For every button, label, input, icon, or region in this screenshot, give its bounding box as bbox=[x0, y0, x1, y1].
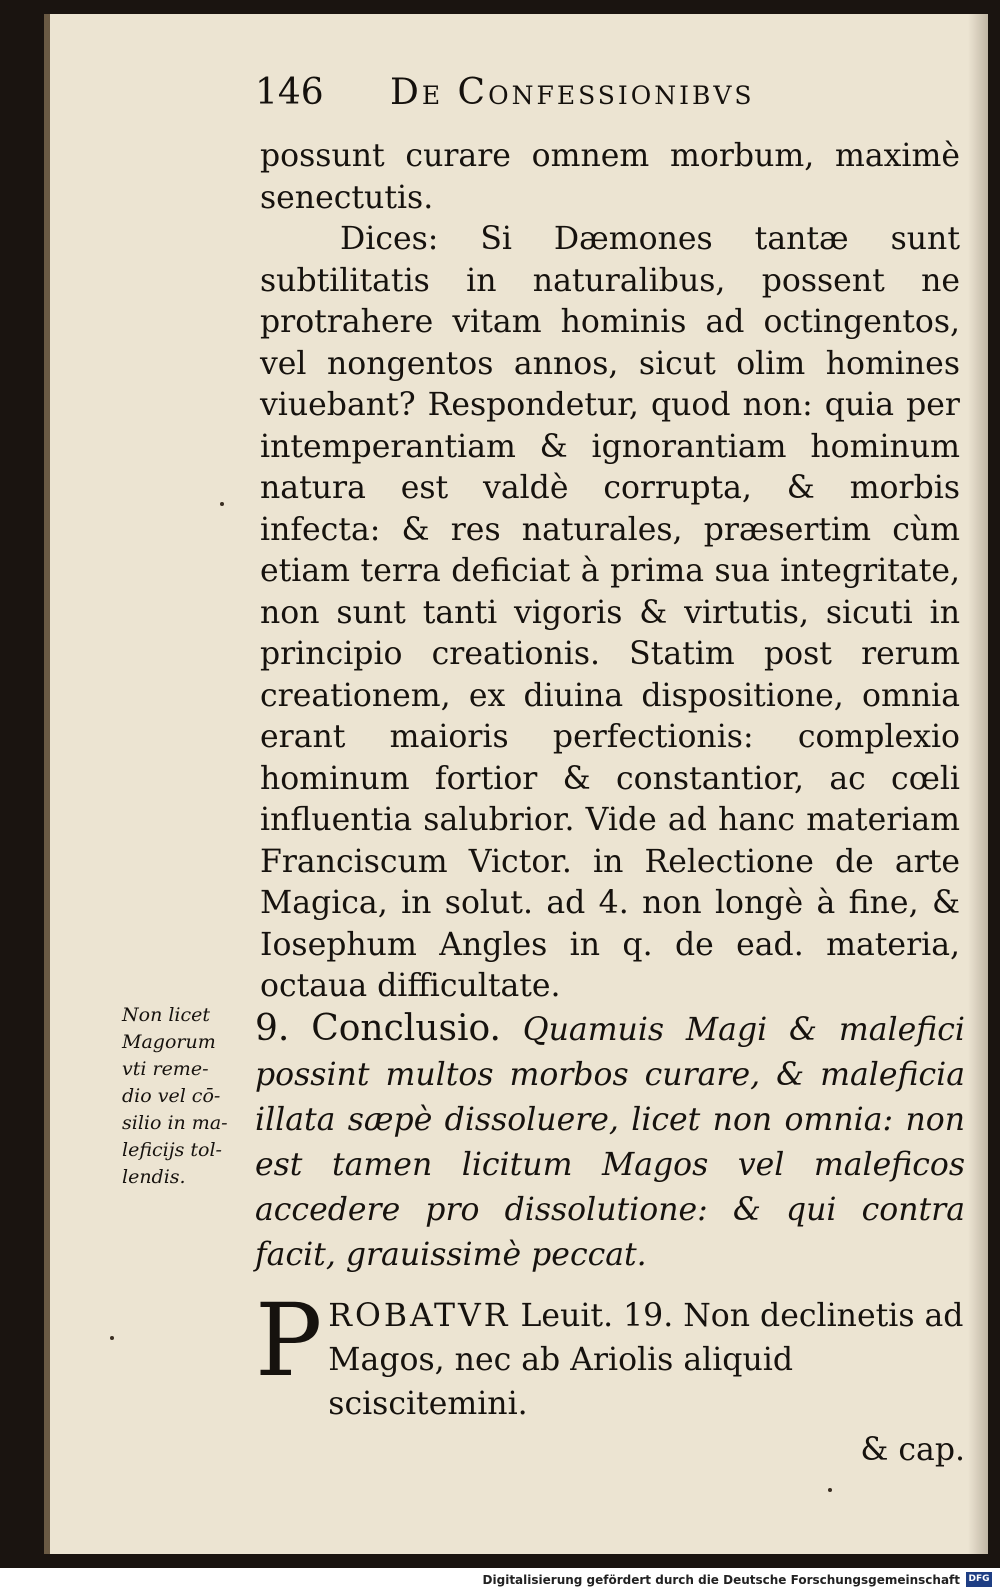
conclusio-text: Quamuis Magi & malefici possint multos morbos curare, & maleficia illata sæpè dissoluere, licet non omnia: non est tamen licitum Magos vel maleficos accedere pro dissolutione: & qui contra facit, grauissimè peccat. bbox=[255, 1012, 966, 1273]
marginal-line: Non licet bbox=[122, 1004, 211, 1026]
main-text bbox=[260, 136, 960, 1008]
catchword: & cap. bbox=[860, 1432, 965, 1468]
page-edge-shadow bbox=[968, 14, 988, 1554]
marginal-line: leficijs tol- bbox=[122, 1139, 222, 1161]
dfg-logo-icon: DFG bbox=[966, 1572, 992, 1587]
marginal-line: vti reme- bbox=[122, 1058, 209, 1080]
paragraph-2: Dices: Si Dæmones tantæ sunt subtilitatis in naturalibus, possent ne protrahere vitam hominis ad octingentos, vel nongentos annos, sicut olim homines viuebant? Respondetur, quod non: quia per intemperantiam & ignorantiam hominum natura est valdè corrupta, & morbis infecta: & res naturales, præsertim cùm etiam terra deficiat à prima sua integritate, non sunt tanti vigoris & virtutis, sicuti in principio creationis. Statim post rerum creationem, ex diuina dispositione, omnia erant maioris perfectionis: complexio hominum fortior & constantior, ac cœli influentia salubrior. Vide ad hanc materiam Franciscum Victor. in Relectione de arte Magica, in solut. ad 4. non longè à fine, & Iosephum Angles in q. de ead. materia, octaua difficultate. bbox=[260, 221, 960, 1004]
probatur-text: Leuit. 19. Non declinetis ad Magos, nec ab Ariolis aliquid sciscitemini. bbox=[328, 1298, 964, 1422]
marginal-note bbox=[122, 1002, 240, 1191]
probatur-block bbox=[255, 1282, 965, 1472]
ink-speck bbox=[110, 1336, 114, 1340]
page-number: 146 bbox=[255, 72, 324, 113]
running-title: De Confessionibvs bbox=[390, 72, 755, 113]
book-page bbox=[44, 14, 988, 1554]
drop-cap: P bbox=[255, 1282, 323, 1399]
footer-credit: Digitalisierung gefördert durch die Deutsche Forschungsgemeinschaft bbox=[482, 1573, 960, 1587]
conclusio-block bbox=[255, 1006, 965, 1278]
conclusio-label: Conclusio. bbox=[311, 1008, 501, 1049]
page-header bbox=[255, 72, 895, 122]
probatur-smallcaps: ROBATVR bbox=[328, 1298, 511, 1334]
paragraph-1: possunt curare omnem morbum, maximè senectutis. bbox=[260, 138, 960, 216]
marginal-line: dio vel cō- bbox=[122, 1085, 221, 1107]
marginal-line: Magorum bbox=[122, 1031, 216, 1053]
ink-speck bbox=[828, 1488, 832, 1492]
conclusio-number: 9. bbox=[255, 1008, 290, 1049]
marginal-line: lendis. bbox=[122, 1166, 186, 1188]
ink-speck bbox=[220, 502, 224, 506]
digitization-footer bbox=[0, 1568, 1000, 1592]
marginal-line: silio in ma- bbox=[122, 1112, 228, 1134]
